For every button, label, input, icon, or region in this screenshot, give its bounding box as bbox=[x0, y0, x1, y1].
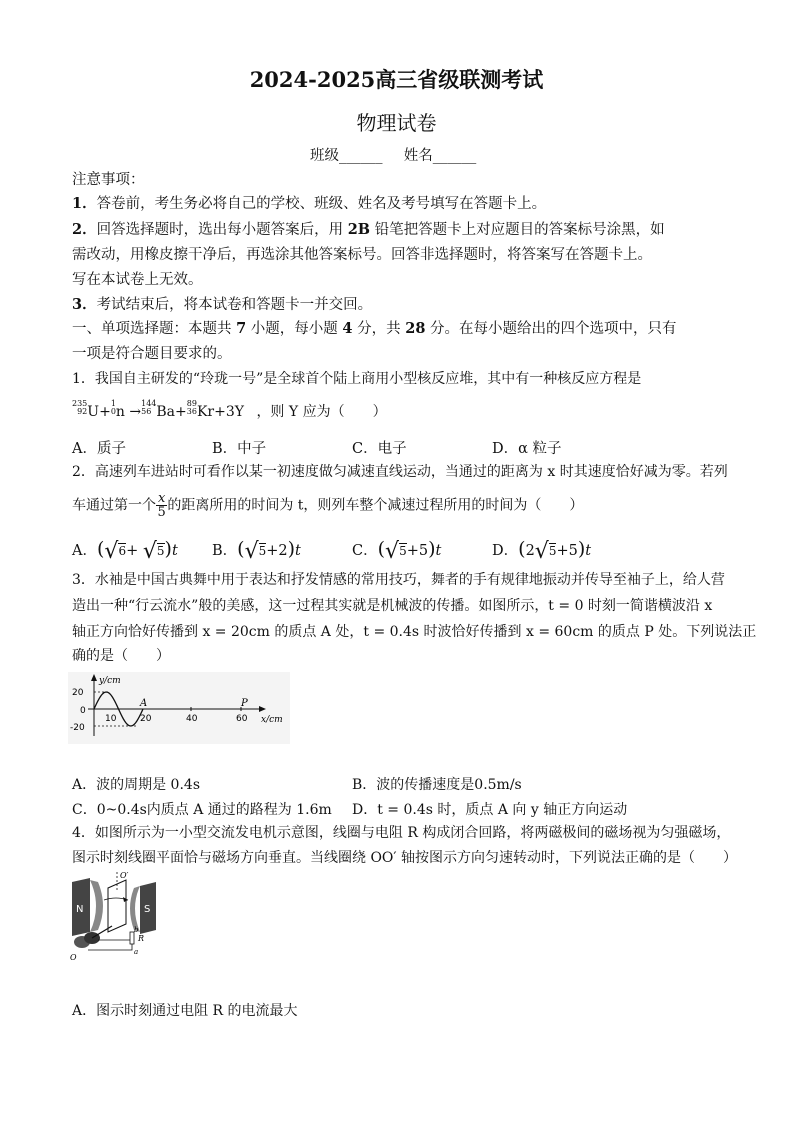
q4-option-a[interactable]: A．图示时刻通过电阻 R 的电流最大 bbox=[72, 1003, 298, 1019]
label-o: O bbox=[70, 953, 77, 962]
label-a: a bbox=[134, 948, 139, 956]
section-num: 28 bbox=[405, 320, 426, 337]
y-tick-0: 0 bbox=[80, 706, 86, 716]
q2-option-d[interactable]: D．(2√5+5)t bbox=[492, 538, 592, 564]
option-letter: B． bbox=[212, 543, 238, 559]
class-label: 班级______ bbox=[310, 148, 383, 164]
q3-line1: 3．水袖是中国古典舞中用于表达和抒发情感的常用技巧，舞者的手有规律地振动并传导至袖子上，给人营 bbox=[72, 572, 725, 588]
notice-num: 2． bbox=[72, 221, 97, 238]
wire-b bbox=[98, 932, 132, 940]
generator-figure bbox=[68, 870, 178, 962]
pole-piece-n bbox=[90, 880, 103, 932]
wave-graph bbox=[68, 672, 290, 744]
q1-option-d[interactable]: D．α 粒子 bbox=[492, 441, 562, 457]
q2-line2 bbox=[72, 492, 583, 519]
coil-loop bbox=[108, 880, 126, 932]
q3-option-b[interactable]: B．波的传播速度是0.5m/s bbox=[352, 777, 522, 793]
q3-option-c[interactable]: C．0~0.4s内质点 A 通过的路程为 1.6m bbox=[72, 802, 332, 818]
frac-num: x bbox=[158, 491, 166, 506]
section-heading-line2: 一项是符合题目要求的。 bbox=[72, 346, 232, 362]
x-tick-40: 40 bbox=[186, 714, 198, 724]
section-heading-line1 bbox=[72, 319, 677, 339]
magnet-n-label: N bbox=[76, 904, 84, 915]
label-b: b bbox=[134, 926, 139, 934]
notice-text-bold: 2B bbox=[347, 221, 371, 238]
q1-equation bbox=[72, 400, 387, 422]
notice-item-2-line3: 写在本试卷上无效。 bbox=[72, 272, 203, 288]
class-name-line bbox=[310, 146, 476, 166]
subject-title: 物理试卷 bbox=[356, 111, 437, 135]
q1-option-b[interactable]: B．中子 bbox=[212, 441, 267, 457]
q1-option-c[interactable]: C．电子 bbox=[352, 441, 407, 457]
section-num: 4 bbox=[342, 320, 353, 337]
x-tick-20: 20 bbox=[140, 714, 152, 724]
option-letter: C． bbox=[352, 543, 378, 559]
q3-option-d[interactable]: D．t = 0.4s 时，质点 A 向 y 轴正方向运动 bbox=[352, 802, 628, 818]
label-r: R bbox=[138, 934, 145, 943]
x-axis-label: x/cm bbox=[261, 715, 283, 725]
notice-text: 答卷前，考生务必将自己的学校、班级、姓名及考号填写在答题卡上。 bbox=[96, 196, 547, 212]
y-tick-neg20: -20 bbox=[70, 723, 85, 733]
nuclear-equation: 235 92U+1 0n →144 56 Ba+89 36Kr+3Y bbox=[72, 399, 244, 420]
section-text: 一、单项选择题：本题共 bbox=[72, 321, 237, 337]
wire-a bbox=[88, 944, 132, 950]
notice-text: 考试结束后，将本试卷和答题卡一并交回。 bbox=[96, 297, 373, 313]
q2-option-b[interactable]: B．(√5+2)t bbox=[212, 538, 301, 564]
notice-text: 回答选择题时，选出每小题答案后，用 bbox=[96, 222, 348, 238]
q4-line2: 图示时刻线圈平面恰与磁场方向垂直。当线圈绕 OO′ 轴按图示方向匀速转动时，下列说法正确的是（ ） bbox=[72, 850, 738, 866]
q1-stem: 1．我国自主研发的“玲珑一号”是全球首个陆上商用小型核反应堆，其中有一种核反应方程是 bbox=[72, 371, 642, 387]
notice-item-1 bbox=[72, 194, 546, 214]
q4-line1: 4．如图所示为一小型交流发电机示意图，线圈与电阻 R 构成闭合回路，将两磁极间的磁场视为匀强磁场， bbox=[72, 825, 731, 841]
x-tick-60: 60 bbox=[236, 714, 248, 724]
q2-text: 的距离所用的时间为 t，则列车整个减速过程所用的时间为（ ） bbox=[167, 497, 584, 514]
notice-item-2 bbox=[72, 220, 665, 240]
notice-item-3 bbox=[72, 295, 372, 315]
point-a-label: A bbox=[140, 698, 148, 709]
notice-num: 1． bbox=[72, 195, 97, 212]
q3-line3: 轴正方向恰好传播到 x = 20cm 的质点 A 处，t = 0.4s 时波恰好传播到 x = 60cm 的质点 P 处。下列说法正 bbox=[72, 624, 757, 640]
section-text: 分。在每小题给出的四个选项中，只有 bbox=[425, 321, 677, 337]
q1-equation-tail: ，则 Y 应为（ ） bbox=[256, 404, 387, 420]
section-text: 小题，每小题 bbox=[246, 321, 343, 337]
option-letter: A． bbox=[72, 543, 97, 559]
q3-option-a[interactable]: A．波的周期是 0.4s bbox=[72, 777, 201, 793]
fraction-x-over-5 bbox=[156, 492, 167, 519]
option-letter: D． bbox=[492, 543, 519, 559]
q2-option-a[interactable]: A．(√6+ √5)t bbox=[72, 538, 178, 564]
q3-line4: 确的是（ ） bbox=[72, 648, 170, 664]
section-num: 7 bbox=[236, 320, 247, 337]
x-tick-10: 10 bbox=[105, 714, 117, 724]
q2-text: 车通过第一个 bbox=[72, 497, 156, 514]
q2-line1: 2．高速列车进站时可看作以某一初速度做匀减速直线运动，当通过的距离为 x 时其速度恰好减为零。若列 bbox=[72, 464, 728, 480]
q1-option-a[interactable]: A．质子 bbox=[72, 441, 126, 457]
notice-heading: 注意事项： bbox=[72, 172, 145, 188]
point-p-label: P bbox=[241, 698, 248, 709]
q2-option-c[interactable]: C．(√5+5)t bbox=[352, 538, 442, 564]
y-axis-label: y/cm bbox=[99, 676, 121, 686]
q3-line2: 造出一种“行云流水”般的美感，这一过程其实就是机械波的传播。如图所示，t = 0 时刻一简谐横波沿 x bbox=[72, 598, 713, 614]
label-o-prime: O′ bbox=[120, 871, 129, 880]
magnet-s-label: S bbox=[144, 904, 151, 915]
exam-title: 2024-2025高三省级联测考试 bbox=[249, 67, 544, 92]
notice-item-2-line2: 需改动，用橡皮擦干净后，再选涂其他答案标号。回答非选择题时，将答案写在答题卡上。 bbox=[72, 247, 652, 263]
notice-text: 铅笔把答题卡上对应题目的答案标号涂黑，如 bbox=[370, 222, 665, 238]
name-label: 姓名______ bbox=[403, 148, 477, 164]
notice-num: 3． bbox=[72, 296, 97, 313]
section-text: 分，共 bbox=[352, 321, 406, 337]
frac-den: 5 bbox=[157, 505, 166, 520]
y-tick-20: 20 bbox=[72, 688, 84, 698]
